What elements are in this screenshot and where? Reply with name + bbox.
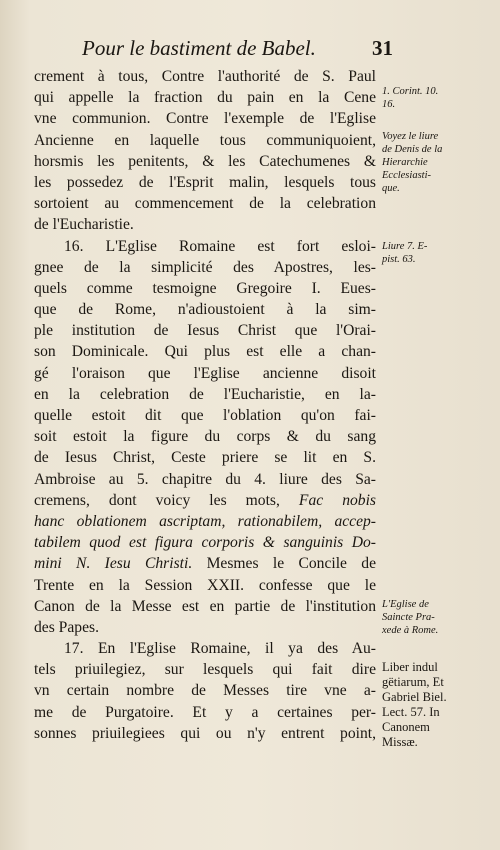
text-line: me de Purgatoire. Et y a certaines per- [34, 703, 376, 721]
margin-note-line: gëtiarum, Et [382, 675, 444, 689]
main-text-block [34, 66, 376, 744]
running-header [82, 36, 402, 61]
margin-note-line: 1. Corint. 10. [382, 86, 439, 97]
text-line: son Dominicale. Qui plus est elle a chan- [34, 343, 376, 361]
margin-note-line: L'Eglise de [382, 599, 429, 610]
running-title: Pour le bastiment de Babel. [82, 36, 316, 60]
text-line: quelle estoit dit que l'oblation qu'on fai- [34, 407, 376, 424]
margin-note-line: Canonem [382, 720, 430, 734]
margin-note [382, 85, 494, 111]
margin-note-line: de Denis de la [382, 144, 443, 155]
text-line: quels comme tesmoigne Gregoire I. Eues- [34, 279, 376, 297]
roman-text: cremens, dont voicy les mots, [34, 491, 299, 509]
text-line: ple institution de Iesus Christ que l'Orai- [34, 322, 376, 340]
text-line: en la celebration de l'Eucharistie, en la- [34, 385, 376, 403]
margin-note-line: Hierarchie [382, 157, 428, 168]
text-line: des Papes. [34, 618, 99, 636]
text-line: 16. L'Eglise Romaine est fort esloi- [64, 237, 376, 255]
text-line: Trente en la Session XXII. confesse que le [34, 576, 376, 594]
text-line [34, 490, 376, 511]
margin-note-line: Ecclesiasti- [382, 170, 431, 181]
margin-note-line: pist. 63. [382, 254, 416, 265]
margin-note-line: xede à Rome. [382, 625, 439, 636]
text-line: Canon de la Messe est en partie de l'institution [34, 597, 376, 615]
text-line: de l'Eucharistie. [34, 216, 134, 234]
text-line: qui appelle la fraction du pain en la Cene [34, 89, 376, 107]
text-line: horsmis les penitents, & les Catechumenes & [34, 152, 376, 170]
text-line: crement à tous, Contre l'authorité de S. Paul [34, 68, 376, 85]
text-line: que de Rome, n'adioustoient à la sim- [34, 301, 376, 319]
text-line: vn certain nombre de Messes tire vne a- [34, 682, 376, 700]
text-line: vne communion. Contre l'exemple de l'Eglise [34, 110, 376, 128]
margin-note-line: 16. [382, 99, 396, 110]
text-line: 17. En l'Eglise Romaine, il ya des Au- [64, 640, 376, 658]
text-line: gé l'oraison que l'Eglise ancienne disoit [34, 364, 376, 382]
text-line: sortoient au commencement de la celebration [34, 195, 376, 213]
text-line: tabilem quod est figura corporis & sanguinis Do- [34, 534, 376, 552]
text-line: de Iesus Christ, Ceste priere se lit en S. [34, 449, 376, 467]
text-line: hanc oblationem ascriptam, rationabilem, accep- [34, 512, 376, 530]
margin-note [382, 598, 494, 637]
text-line: gnee de la simplicité des Apostres, les- [34, 258, 376, 276]
margin-note-line: Gabriel Biel. [382, 690, 447, 704]
margin-note [382, 660, 494, 750]
latin-quote: mini N. Iesu Christi. [34, 555, 193, 573]
latin-quote: Fac nobis [298, 491, 376, 509]
margin-note-line: Missæ. [382, 735, 418, 749]
text-line: Ambroise au 5. chapitre du 4. liure des Sa- [34, 470, 376, 488]
text-line: les possedez de l'Esprit malin, lesquels tous [34, 173, 376, 191]
margin-note-line: Saincte Pra- [382, 612, 435, 623]
margin-note-line: Lect. 57. In [382, 705, 440, 719]
text-line: Ancienne en laquelle tous communiquoient, [34, 131, 376, 149]
text-line [34, 553, 376, 574]
roman-text: Mesmes le Concile de [192, 555, 376, 573]
margin-note-line: que. [382, 183, 400, 194]
text-line: soit estoit la figure du corps & du sang [34, 428, 376, 446]
margin-note-line: Voyez le liure [382, 131, 439, 142]
margin-note [382, 240, 494, 266]
margin-note-line: Liber indul [382, 660, 438, 674]
text-line: sonnes priuilegiees qui ou n'y entrent point, [34, 724, 376, 742]
margin-note-line: Liure 7. E- [382, 241, 428, 252]
page-number: 31 [372, 36, 393, 60]
text-line: tels priuilegiez, sur lesquels qui fait dire [34, 661, 376, 679]
margin-note [382, 130, 494, 195]
